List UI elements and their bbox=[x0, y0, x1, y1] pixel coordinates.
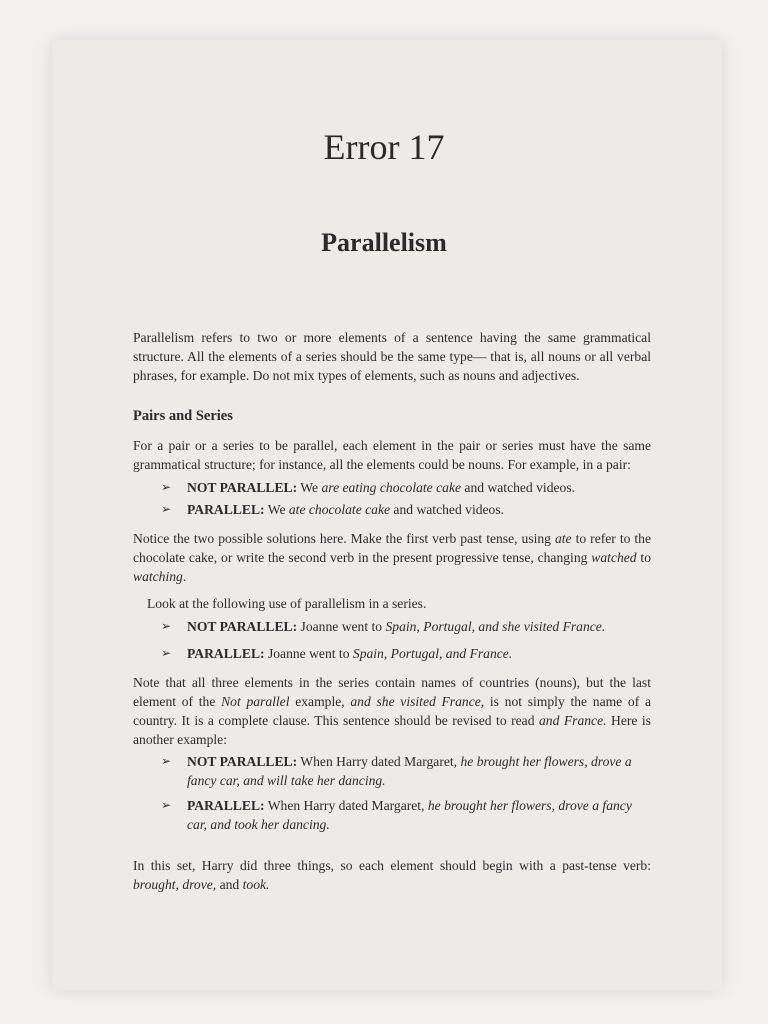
example-italic: are eating chocolate cake bbox=[321, 480, 462, 495]
example-italic: he brought her flowers, drove a fancy car, and took her dancing. bbox=[187, 798, 632, 832]
arrow-bullet-icon: ➢ bbox=[161, 619, 172, 633]
harry-examples-list bbox=[133, 752, 651, 834]
example-label: NOT PARALLEL: bbox=[187, 480, 298, 495]
notice-paragraph: Notice the two possible solutions here. Make the first verb past tense, using ate to refer to the chocolate cake, or write the second verb in the present progressive tense, changing watched to watching. bbox=[133, 531, 651, 584]
list-item bbox=[133, 752, 651, 790]
arrow-bullet-icon: ➢ bbox=[161, 480, 172, 494]
example-italic: Spain, Portugal, and she visited France. bbox=[385, 619, 606, 634]
list-item bbox=[133, 644, 651, 663]
example-italic: Spain, Portugal, and France. bbox=[352, 646, 513, 661]
example-text: We bbox=[264, 502, 289, 517]
example-text: and watched videos. bbox=[461, 480, 576, 495]
example-label: NOT PARALLEL: bbox=[187, 619, 298, 634]
final-paragraph: In this set, Harry did three things, so each element should begin with a past-tense verb: brought, drove, and took. bbox=[133, 858, 651, 892]
page-subtitle: Parallelism bbox=[321, 228, 447, 257]
series-examples-list bbox=[133, 617, 651, 663]
example-text: Joanne went to bbox=[297, 619, 386, 634]
arrow-bullet-icon: ➢ bbox=[161, 502, 172, 516]
pair-paragraph: For a pair or a series to be parallel, each element in the pair or series must have the same grammatical structure; for instance, all the elements could be nouns. For example, in a pair: bbox=[133, 438, 651, 472]
arrow-bullet-icon: ➢ bbox=[161, 646, 172, 660]
example-text: Joanne went to bbox=[264, 646, 353, 661]
pair-examples-list bbox=[133, 478, 651, 519]
intro-paragraph: Parallelism refers to two or more elements of a sentence having the same grammatical structure. All the elements of a series should be the same type— that is, all nouns or all verbal phrases, for example. Do not mix types of elements, such as nouns and adjectives. bbox=[133, 330, 651, 383]
note-paragraph: Note that all three elements in the series contain names of countries (nouns), but the last element of the Not parallel example, and she visited France, is not simply the name of a country. It is a complete clause. This sentence should be revised to read and France. Here is another example: bbox=[133, 675, 651, 747]
list-item bbox=[133, 500, 651, 519]
example-label: PARALLEL: bbox=[187, 798, 265, 813]
example-label: PARALLEL: bbox=[187, 502, 265, 517]
example-text: and watched videos. bbox=[390, 502, 505, 517]
example-italic: he brought her flowers, drove a fancy car, and will take her dancing. bbox=[187, 754, 632, 788]
list-item bbox=[133, 796, 651, 834]
arrow-bullet-icon: ➢ bbox=[161, 754, 172, 768]
example-label: NOT PARALLEL: bbox=[187, 754, 298, 769]
body-content bbox=[133, 328, 651, 894]
example-text: When Harry dated Margaret, bbox=[264, 798, 428, 813]
example-italic: ate chocolate cake bbox=[288, 502, 391, 517]
arrow-bullet-icon: ➢ bbox=[161, 798, 172, 812]
section-heading: Pairs and Series bbox=[133, 408, 233, 424]
list-item bbox=[133, 478, 651, 497]
series-lead: Look at the following use of parallelism in a series. bbox=[147, 596, 427, 611]
list-item bbox=[133, 617, 651, 636]
example-text: When Harry dated Margaret, bbox=[297, 754, 461, 769]
example-text: We bbox=[297, 480, 322, 495]
example-label: PARALLEL: bbox=[187, 646, 265, 661]
page-title: Error 17 bbox=[323, 127, 445, 167]
